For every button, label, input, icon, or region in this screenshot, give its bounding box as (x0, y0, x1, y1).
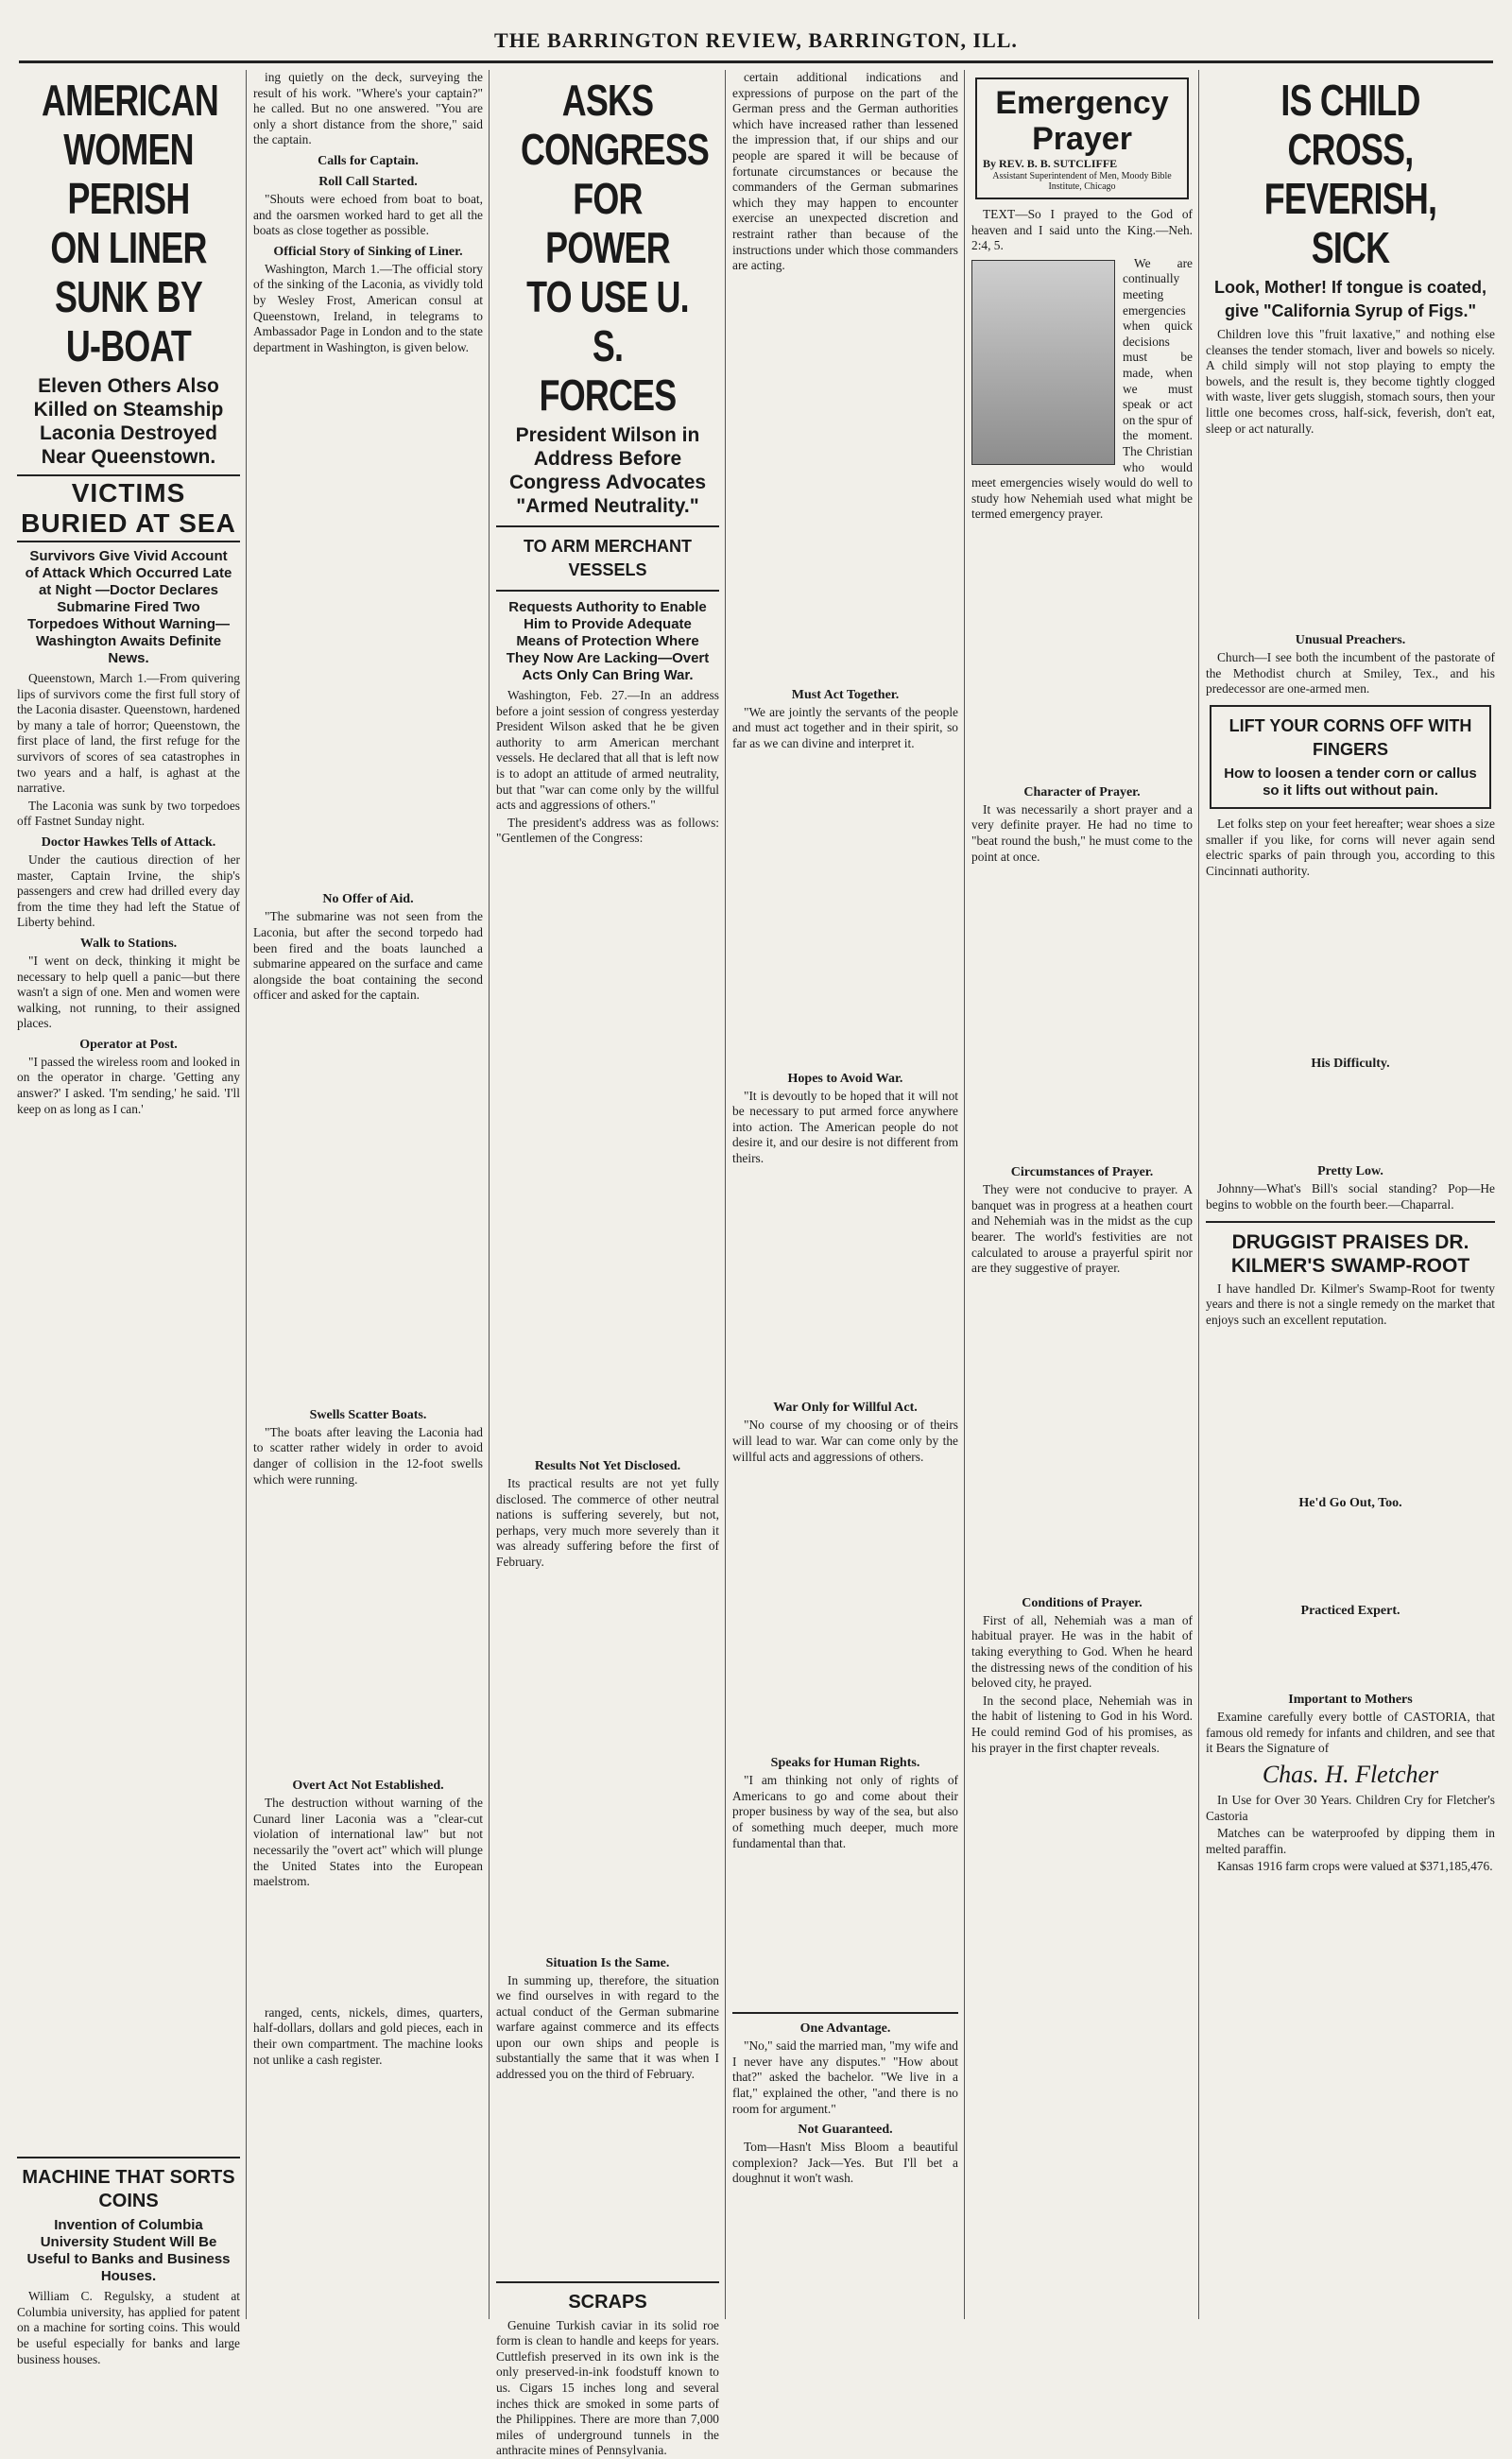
article-paragraph: "I am thinking not only of rights of Americans to go and come about their proper business by way of the sea, but also of something much deeper, much more fundamental than that. (732, 1773, 958, 1850)
article-continued-text (1206, 1513, 1495, 1598)
deck-president-wilson: President Wilson in Address Before Congress Advocates "Armed Neutrality." (508, 424, 707, 517)
article-paragraph: In Use for Over 30 Years. Children Cry for Fletcher's Castoria (1206, 1793, 1495, 1823)
subhead: Character of Prayer. (1023, 784, 1141, 800)
article-paragraph: Examine carefully every bottle of CASTORIA, that famous old remedy for infants and children, and see that it Bears the Signature of (1206, 1710, 1495, 1756)
headline-scraps: SCRAPS (568, 2291, 647, 2313)
subhead: Walk to Stations. (79, 936, 178, 951)
deck-victims: VICTIMS BURIED AT SEA (17, 474, 240, 542)
article-paragraph: Children love this "fruit laxative," and nothing else cleanses the tender stomach, liver and bowels so nicely. A child simply will not stop playing to empty the bowels, and the result is, they become tightly clogged with waste, liver gets sluggish, stomach sours, then your little one becomes cross, half-sick, feverish, don't eat, sleep or act naturally. (1206, 327, 1495, 436)
article-paragraph: Queenstown, March 1.—From quivering lips of survivors come the first full story of the Laconia disaster. Queenstown, hardened by many a tale of horror; Queenstown, the first place of land, the first refuge for the survivors of scores of sea catastrophes in two years and a half, is aghast at the narrative. (17, 671, 240, 796)
subhead: Not Guaranteed. (798, 2123, 893, 2138)
column-4 (727, 70, 964, 2319)
subhead: Important to Mothers (1288, 1693, 1413, 1708)
article-paragraph: Church—I see both the incumbent of the pastorate of the Methodist church at Smiley, Tex., and his predecessor are one-armed men. (1206, 650, 1495, 696)
article-paragraph: Its practical results are not yet fully disclosed. The commerce of other neutral nations is suffering severely, but not, perhaps, very much more severely than it was already suffering before the first of February. (496, 1475, 719, 1569)
article-paragraph: "I went on deck, thinking it might be necessary to help quell a panic—but there wasn't a sign of one. Men and women were walking, not running, to their assigned places. (17, 953, 240, 1031)
subhead: Swells Scatter Boats. (309, 1407, 427, 1422)
divider (1206, 1221, 1495, 1223)
subhead: Speaks for Human Rights. (770, 1756, 920, 1771)
deck-invention: Invention of Columbia University Student Will Be Useful to Banks and Business Houses. (26, 2217, 231, 2285)
article-paragraph: Kansas 1916 farm crops were valued at $371,185,476. (1217, 1859, 1493, 1874)
headline-swamp-root: DRUGGIST PRAISES DR. KILMER'S SWAMP-ROOT (1230, 1230, 1470, 1277)
article-continued-text (253, 357, 483, 886)
headline-machine-sorts-coins: MACHINE THAT SORTS COINS (22, 2167, 235, 2212)
subhead: Overt Act Not Established. (292, 1779, 444, 1794)
column-6 (1200, 70, 1501, 2319)
article-continued-text (732, 276, 958, 682)
article-continued-text (732, 1168, 958, 1395)
article-paragraph: William C. Regulsky, a student at Columbia university, has applied for patent on a machine for sorting coins. This would be useful especially for banks and large business houses. (17, 2289, 240, 2366)
divider (17, 2157, 240, 2158)
subhead: Situation Is the Same. (545, 1955, 670, 1970)
article-paragraph: certain additional indications and expressions of purpose on the part of the German press and the German authorities which have increased rather than lessened the impression that, if our ships and our people are spared it will be because of fortunate circumstances or because the commanders of the German submarines which they may happen to encounter exercise an unexpected discretion and restraint rather than because of the instructions under which those commanders are acting. (732, 70, 958, 273)
deck-survivors: Survivors Give Vivid Account of Attack Which Occurred Late at Night —Doctor Declares Submarine Fired Two Torpedoes Without Warning—Washington Awaits Definite News. (25, 548, 232, 666)
deck: Eleven Others Also Killed on Steamship Laconia Destroyed Near Queenstown. (33, 375, 224, 468)
article-continued-text (496, 2085, 719, 2274)
column-2 (248, 70, 489, 2319)
subhead: Hopes to Avoid War. (787, 1071, 903, 1086)
column-rule (246, 70, 247, 2319)
article-paragraph: "No course of my choosing or of theirs will lead to war. War can come only by the willful acts and aggressions of others. (732, 1418, 958, 1464)
subhead: Results Not Yet Disclosed. (534, 1458, 681, 1473)
corns-ad-title: LIFT YOUR CORNS OFF WITH FINGERS (1228, 715, 1472, 759)
article-paragraph: "Shouts were echoed from boat to boat, and the oarsmen worked hard to get all the boats as close together as possible. (253, 191, 483, 238)
subhead: Roll Call Started. (318, 174, 418, 189)
article-paragraph: "I passed the wireless room and looked in on the operator in charge. 'Getting any answer?' I asked. 'I'm sending,' he said. 'I'll keep on as long as I can.' (17, 1054, 240, 1116)
article-paragraph: In the second place, Nehemiah was in the habit of listening to God in his Word. He could remind God of his promises, as his prayer in the first chapter reveals. (971, 1693, 1193, 1755)
masthead: THE BARRINGTON REVIEW, BARRINGTON, ILL. (494, 28, 1018, 52)
byline: By REV. B. B. SUTCLIFFE (983, 157, 1118, 170)
article-paragraph: ing quietly on the deck, surveying the result of his work. "Where's your captain?" he called. But no one answered. "You are only a short distance from the shore," said the captain. (253, 70, 483, 147)
article-paragraph: Let folks step on your feet hereafter; wear shoes a size smaller if you like, for corns will never again send electric sparks of pain through you, according to this Cincinnati authority. (1206, 816, 1495, 878)
column-1 (11, 70, 246, 2366)
top-rule (19, 60, 1493, 63)
article-paragraph: Under the cautious direction of her master, Captain Irvine, the ship's passengers and crew had drilled every day from the time they had left the Statue of Liberty behind. (17, 851, 240, 930)
subhead: Official Story of Sinking of Liner. (273, 244, 463, 259)
headline-child-cross: IS CHILD CROSS, FEVERISH, SICK (1263, 76, 1437, 272)
divider (496, 590, 719, 592)
subhead: No Offer of Aid. (322, 892, 414, 907)
scripture-text: TEXT—So I prayed to the God of heaven and I said unto the King.—Neh. 2:4, 5. (971, 207, 1193, 253)
subhead: One Advantage. (799, 2021, 891, 2037)
article-paragraph: First of all, Nehemiah was a man of habitual prayer. He was in the habit of taking everything to God. When he heard the distressing news of the condition of his beloved city, he prayed. (971, 1612, 1193, 1691)
article-paragraph: Washington, Feb. 27.—In an address before a joint session of congress yesterday President Wilson asked that he be given authority to arm American merchant vessels. He declared that all that is left now is to adopt an attitude of armed neutrality, but that "war can come only by the willful acts and aggressions of others." (496, 688, 719, 813)
article-continued-text (732, 1853, 958, 2004)
article-paragraph: In summing up, therefore, the situation we find ourselves in with regard to the actual conduct of the German submarine warfare against commerce and its effects upon our own ships and people is substantially the same that it was when I addressed you on the third of February. (496, 1972, 719, 2082)
deck-requests: Requests Authority to Enable Him to Provide Adequate Means of Protection Where They Now Are Lacking—Overt Acts Only Can Bring War. (506, 599, 710, 683)
fletcher-signature: Chas. H. Fletcher (1262, 1761, 1439, 1789)
subhead: He'd Go Out, Too. (1298, 1496, 1402, 1511)
divider (496, 525, 719, 527)
article-paragraph: Johnny—What's Bill's social standing? Pop—He begins to wobble on the fourth beer.—Chaparral. (1206, 1181, 1495, 1212)
emergency-prayer-title: Emergency Prayer (995, 85, 1169, 157)
subhead: Doctor Hawkes Tells of Attack. (41, 834, 216, 850)
column-rule (1198, 70, 1199, 2319)
deck-look-mother: Look, Mother! If tongue is coated, give "California Syrup of Figs." (1214, 278, 1486, 320)
subhead: War Only for Willful Act. (773, 1401, 918, 1416)
column-rule (489, 70, 490, 2319)
article-continued-text (1206, 438, 1495, 628)
subhead: Calls for Captain. (318, 153, 419, 168)
article-paragraph: "The boats after leaving the Laconia had to scatter rather widely in order to avoid danger of collision in the 12-foot swells which were running. (253, 1424, 483, 1487)
column-3 (490, 70, 725, 2458)
article-continued-text (1206, 1074, 1495, 1159)
article-continued-text (253, 1489, 483, 1773)
subhead: Operator at Post. (79, 1037, 178, 1052)
divider (732, 2012, 958, 2014)
article-continued-text (732, 754, 958, 1066)
subhead: Pretty Low. (1317, 1164, 1383, 1179)
subhead: Must Act Together. (791, 687, 900, 702)
subhead: Unusual Preachers. (1295, 633, 1406, 648)
article-continued-text (253, 1006, 483, 1402)
column-rule (964, 70, 965, 2319)
article-paragraph: "We are jointly the servants of the people and must act together and in their spirit, so far as we can divine and interpret it. (732, 704, 958, 750)
article-continued-text (1206, 1330, 1495, 1490)
divider (496, 2281, 719, 2283)
byline-title: Assistant Superintendent of Men, Moody Bible Institute, Chicago (992, 171, 1172, 192)
article-paragraph: It was necessarily a short prayer and a very definite prayer. He had no time to "beat round the bush," he must come to the point at once. (971, 801, 1193, 864)
article-paragraph: ranged, cents, nickels, dimes, quarters, half-dollars, dollars and gold pieces, each in their own compartment. The machine looks not unlike a cash register. (253, 2004, 483, 2067)
article-paragraph: They were not conducive to prayer. A banquet was in progress at a heathen court and Nehemiah was in the midst as the cup bearer. The world's festivities are not calculated to arouse a prayerful spirit nor are they suggestive of prayer. (971, 1182, 1193, 1276)
article-paragraph: "It is devoutly to be hoped that it will not be necessary to put armed force anywhere into action. The American people do not desire it, and our desire is not different from theirs. (732, 1088, 958, 1165)
article-paragraph: I have handled Dr. Kilmer's Swamp-Root for twenty years and there is not a single remedy on the market that enjoys such an excellent reputation. (1206, 1281, 1495, 1327)
portrait-image (971, 260, 1115, 465)
article-continued-text (971, 867, 1193, 1160)
headline-american-women: AMERICAN WOMEN PERISH ON LINER SUNK BY U-BOAT (41, 76, 219, 370)
article-paragraph: Washington, March 1.—The official story of the sinking of the Laconia, as vividly told by Wesley Frost, American consul at Queenstown, Ireland, in telegrams to Ambassador Page in London and to the state department in Washington, is given below. (253, 261, 483, 354)
article-continued-text (496, 849, 719, 1453)
article-continued-text (253, 1892, 483, 2005)
corns-ad-deck: How to loosen a tender corn or callus so it lifts out without pain. (1224, 765, 1477, 799)
subhead: Conditions of Prayer. (1022, 1595, 1143, 1610)
article-paragraph: The president's address was as follows: "Gentlemen of the Congress: (496, 815, 719, 846)
article-continued-text (1206, 1621, 1495, 1687)
article-paragraph: We are continually meeting emergencies when quick decisions must be made, when we must speak or act on the spur of the moment. The Christian who would meet emergencies wisely would do well to study how Nehemiah used what might be termed emergency prayer. (971, 255, 1194, 522)
column-rule (725, 70, 726, 2319)
article-continued-text (732, 1467, 958, 1750)
emergency-prayer-box (975, 77, 1189, 199)
article-paragraph: Matches can be waterproofed by dipping them in melted paraffin. (1206, 1826, 1495, 1856)
headline-asks-congress: ASKS CONGRESS FOR POWER TO USE U. S. FORCES (520, 76, 710, 420)
article-paragraph: "The submarine was not seen from the Laconia, but after the second torpedo had been fired and the boats launched a submarine appeared on the surface and came alongside the boat containing the second officer and asked for the captain. (253, 909, 483, 1003)
article-continued-text (971, 524, 1193, 780)
article-continued-text (1206, 881, 1495, 1051)
corns-ad-box (1210, 705, 1491, 809)
article-paragraph: Genuine Turkish caviar in its solid roe form is clean to handle and keeps for years. Cuttlefish preserved in its own ink is the only preserved-in-ink foodstuff known to us. Cigars 15 inches long and several inches thick are smoked in some parts of the Philippines. There are more than 7,000 miles of underground tunnels in the anthracite mines of Pennsylvania. (496, 2317, 719, 2458)
article-paragraph: The Laconia was sunk by two torpedoes off Fastnet Sunday night. (17, 798, 240, 829)
column-5 (966, 70, 1198, 2319)
subhead: Circumstances of Prayer. (1010, 1165, 1154, 1180)
subhead: His Difficulty. (1311, 1057, 1390, 1072)
deck-arm-vessels: TO ARM MERCHANT VESSELS (524, 537, 692, 579)
article-paragraph: The destruction without warning of the Cunard liner Laconia was a "clear-cut violation of international law" but not necessarily the "overt act" which will plunge the United States into the European maelstrom. (253, 1796, 483, 1889)
article-paragraph: Tom—Hasn't Miss Bloom a beautiful complexion? Jack—Yes. But I'll bet a doughnut it won't wash. (732, 2140, 958, 2186)
article-paragraph: "No," said the married man, "my wife and I never have any disputes." "How about that?" asked the bachelor. "We live in a flat," explained the other, "and there is no room for argument." (732, 2038, 958, 2116)
article-continued-text (496, 1573, 719, 1951)
article-continued-text (971, 1279, 1193, 1591)
subhead: Practiced Expert. (1300, 1604, 1400, 1619)
article-continued-text (17, 1119, 240, 2149)
